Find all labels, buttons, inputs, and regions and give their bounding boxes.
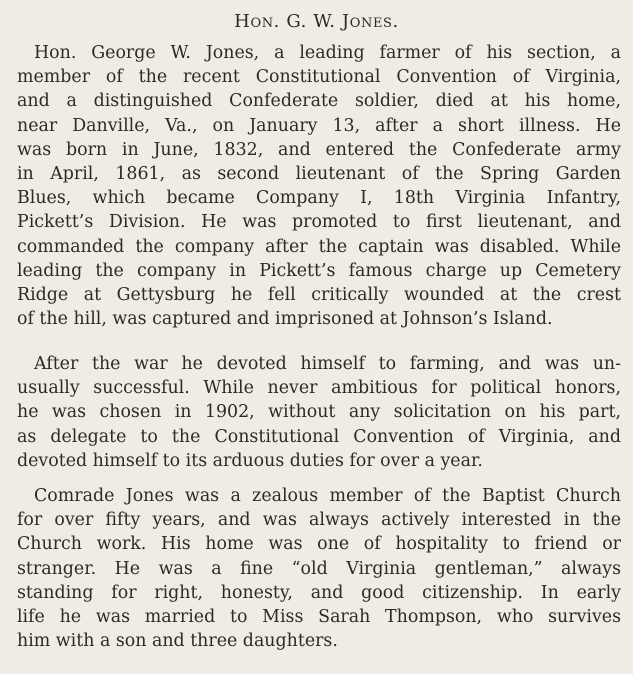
page-title: Hon. G. W. Jones. <box>234 11 399 32</box>
text-line: Ridge at Gettysburg he fell critically wounded at the crest <box>17 285 621 306</box>
text-line: Blues, which became Company I, 18th Virginia Infantry, <box>17 188 621 209</box>
text-line: Pickett’s Division. He was promoted to first lieutenant, and <box>17 212 621 233</box>
text-line: commanded the company after the captain was disabled. While <box>17 236 621 257</box>
text-line: him with a son and three daughters. <box>17 631 338 652</box>
text-line: for over fifty years, and was always actively interested in the <box>17 510 621 531</box>
text-line: Comrade Jones was a zealous member of the Baptist Church <box>34 486 621 506</box>
text-line: member of the recent Constitutional Convention of Virginia, <box>17 67 621 88</box>
text-line: he was chosen in 1902, without any solicitation on his part, <box>17 402 621 423</box>
text-line: Hon. George W. Jones, a leading farmer of his section, a <box>34 43 621 63</box>
paragraph-3 <box>17 484 621 653</box>
text-line: Church work. His home was one of hospitality to friend or <box>17 534 621 555</box>
text-line: stranger. He was a fine “old Virginia gentleman,” always <box>17 558 621 579</box>
text-line: and a distinguished Confederate soldier, died at his home, <box>17 91 621 112</box>
paragraph-1 <box>17 41 621 331</box>
text-line: After the war he devoted himself to farming, and was un- <box>34 354 621 374</box>
paragraph-2 <box>17 352 621 473</box>
text-line: in April, 1861, as second lieutenant of the Spring Garden <box>17 164 621 185</box>
text-line: standing for right, honesty, and good citizenship. In early <box>17 582 621 603</box>
text-line: of the hill, was captured and imprisoned at Johnson’s Island. <box>17 309 553 330</box>
text-line: devoted himself to its arduous duties for over a year. <box>17 450 483 471</box>
text-line: as delegate to the Constitutional Convention of Virginia, and <box>17 426 621 447</box>
text-line: was born in June, 1832, and entered the Confederate army <box>17 139 621 160</box>
text-line: leading the company in Pickett’s famous charge up Cemetery <box>17 260 621 281</box>
text-line: near Danville, Va., on January 13, after a short illness. He <box>17 115 621 136</box>
text-line: life he was married to Miss Sarah Thompson, who survives <box>17 607 621 628</box>
text-line: usually successful. While never ambitious for political honors, <box>17 378 621 399</box>
